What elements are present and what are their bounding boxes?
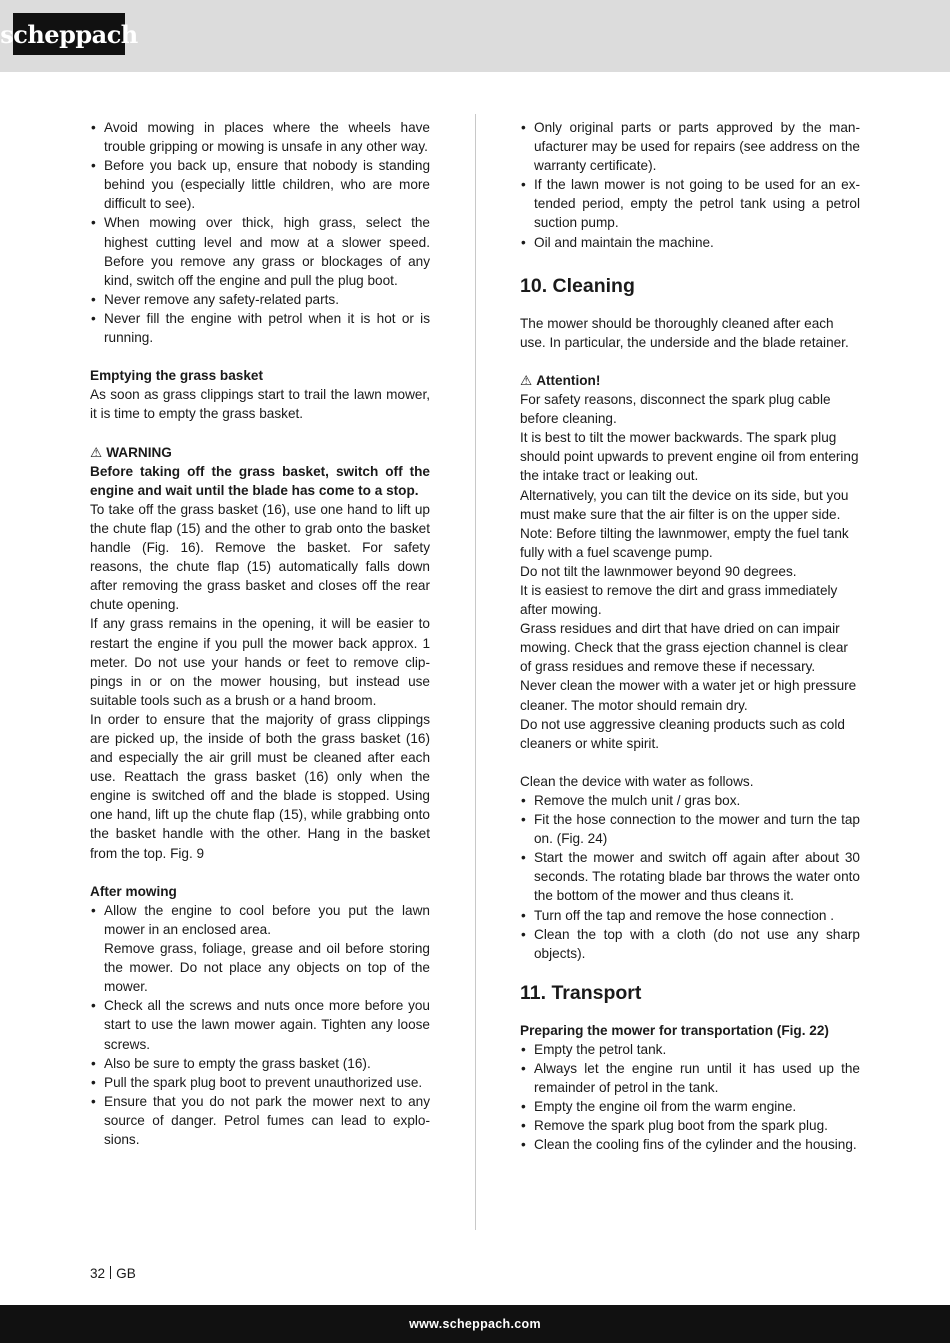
basket-heading: Emptying the grass basket	[90, 368, 263, 384]
page-number	[90, 1265, 136, 1283]
page-number-value: 32	[90, 1266, 106, 1281]
warning-icon: ⚠	[90, 444, 103, 460]
page-footer	[0, 1305, 950, 1343]
warning-label: WARNING	[106, 444, 172, 460]
after-mowing-heading: After mowing	[90, 883, 177, 899]
cleaning-line: Note: Before tilting the lawnmower, empty the fuel tank fully with a fuel scavenge pump.	[520, 525, 849, 560]
list-item: • Remove the spark plug boot from the spark plug.	[520, 1116, 860, 1135]
list-item: • Before you back up, ensure that nobody is standing behind you (especially little children, who are more difficult to see).	[90, 156, 430, 213]
warning-title	[90, 443, 430, 462]
website-link[interactable]: www.scheppach.com	[409, 1317, 541, 1331]
cleaning-intro: The mower should be thoroughly cleaned after each use. In particular, the underside and the blade retainer.	[520, 315, 849, 350]
cleaning-heading: 10. Cleaning	[520, 274, 635, 297]
column-divider	[475, 114, 476, 1230]
list-item: • Never remove any safety-related parts.	[90, 290, 430, 309]
basket-intro: As soon as grass clippings start to trail the lawn mower, it is time to empty the grass basket.	[90, 387, 430, 422]
list-item: • Start the mower and switch off again after about 30 seconds. The rotating blade bar throws the water onto the bottom of the mower and thus cleans it.	[520, 848, 860, 905]
list-item: • When mowing over thick, high grass, select the highest cutting level and mow at a slower speed. Before you remove any grass or blockages of any kind, switch off the engine and pull the plug boot.	[90, 213, 430, 289]
list-item: • If the lawn mower is not going to be used for an extended period, empty the petrol tank using a petrol suction pump.	[520, 175, 860, 232]
list-item: • Avoid mowing in places where the wheels have trouble gripping or mowing is unsafe in any other way.	[90, 118, 430, 156]
list-item-text: Remove grass, foliage, grease and oil before storing the mower. Do not place any objects on top of the mower.	[104, 941, 430, 995]
list-item: • Pull the spark plug boot to prevent unauthorized use.	[90, 1073, 430, 1092]
transport-bullets	[520, 1040, 860, 1155]
list-item: • Never fill the engine with petrol when it is hot or is running.	[90, 309, 430, 347]
list-item: • Empty the engine oil from the warm engine.	[520, 1097, 860, 1116]
cleaning-line: Grass residues and dirt that have dried on can impair mowing. Check that the grass ejection channel is clear of grass residues and remove these if necessary.	[520, 621, 848, 675]
cleaning-line: It is easiest to remove the dirt and grass immediately after mowing.	[520, 582, 838, 618]
list-item: • Also be sure to empty the grass basket (16).	[90, 1054, 430, 1073]
attention-label: Attention!	[536, 372, 601, 388]
list-item	[90, 901, 430, 996]
warning-icon: ⚠	[520, 372, 533, 388]
basket-paragraph: In order to ensure that the majority of grass clippings are picked up, the inside of both the grass basket (16) and especially the air grill must be cleaned after each use. Reattach the grass basket (16) only when the engine is switched off and the blade is stopped. Using one hand, lift up the chute flap (15), while grabbing onto the basket handle with the other. Hang in the basket from the top. Fig. 9	[90, 711, 430, 861]
list-item: • Always let the engine run until it has used up the remainder of petrol in the tank.	[520, 1059, 860, 1097]
right-column	[520, 118, 860, 1155]
basket-paragraph: If any grass remains in the opening, it will be easier to restart the engine if you pull the mower back approx. 1 meter. Do not use your hands or feet to remove clippings in or on the mower housing, but instead use suitable tools such as a brush or a hand broom.	[90, 616, 430, 708]
list-item: • Ensure that you do not park the mower next to any source of danger. Petrol fumes can lead to explosions.	[90, 1092, 430, 1149]
cleaning-line: Do not use aggressive cleaning products such as cold cleaners or white spirit.	[520, 716, 845, 751]
language-code: GB	[116, 1266, 136, 1281]
list-item: • Turn off the tap and remove the hose connection .	[520, 906, 860, 925]
maintenance-bullets	[520, 118, 860, 252]
left-column	[90, 118, 430, 1149]
cleaning-line: It is best to tilt the mower backwards. The spark plug should point upwards to prevent engine oil from entering the intake tract or leaking out.	[520, 430, 859, 484]
list-item: • Check all the screws and nuts once more before you start to use the lawn mower again. Tighten any loose screws.	[90, 996, 430, 1053]
cleaning-line: Never clean the mower with a water jet or high pressure cleaner. The motor should remain dry.	[520, 678, 857, 713]
page-header	[0, 0, 950, 72]
list-item: • Oil and maintain the machine.	[520, 233, 860, 252]
water-cleaning-intro: Clean the device with water as follows.	[520, 773, 754, 789]
warning-text: Before taking off the grass basket, switch off the engine and wait until the blade has come to a stop.	[90, 463, 430, 498]
cleaning-line: Alternatively, you can tilt the device on its side, but you must make sure that the air filter is on the upper side.	[520, 487, 849, 522]
basket-paragraph: To take off the grass basket (16), use one hand to lift up the chute flap (15) and the other to grab onto the basket handle (Fig. 16). Remove the basket. For safety reasons, the chute flap (15) automatically falls down after removing the grass basket and closes off the rear chute opening.	[90, 501, 430, 613]
attention-title	[520, 371, 860, 390]
transport-subheading: Preparing the mower for transportation (Fig. 22)	[520, 1022, 829, 1038]
list-item: • Fit the hose connection to the mower and turn the tap on. (Fig. 24)	[520, 810, 860, 848]
list-item-text: Allow the engine to cool before you put the lawn mower in an enclosed area.	[104, 902, 430, 937]
list-item: • Only original parts or parts approved by the manufacturer may be used for repairs (see address on the warranty certificate).	[520, 118, 860, 175]
transport-heading: 11. Transport	[520, 981, 642, 1004]
list-item: • Remove the mulch unit / gras box.	[520, 791, 860, 810]
water-cleaning-bullets	[520, 791, 860, 963]
list-item: • Clean the top with a cloth (do not use any sharp objects).	[520, 925, 860, 963]
after-mowing-bullets	[90, 901, 430, 1149]
list-item: • Empty the petrol tank.	[520, 1040, 860, 1059]
brand-logo: scheppach	[13, 13, 125, 55]
list-item: • Clean the cooling fins of the cylinder and the housing.	[520, 1135, 860, 1154]
safety-bullets	[90, 118, 430, 347]
cleaning-line: Do not tilt the lawnmower beyond 90 degrees.	[520, 563, 797, 579]
cleaning-line: For safety reasons, disconnect the spark plug cable before cleaning.	[520, 392, 831, 427]
